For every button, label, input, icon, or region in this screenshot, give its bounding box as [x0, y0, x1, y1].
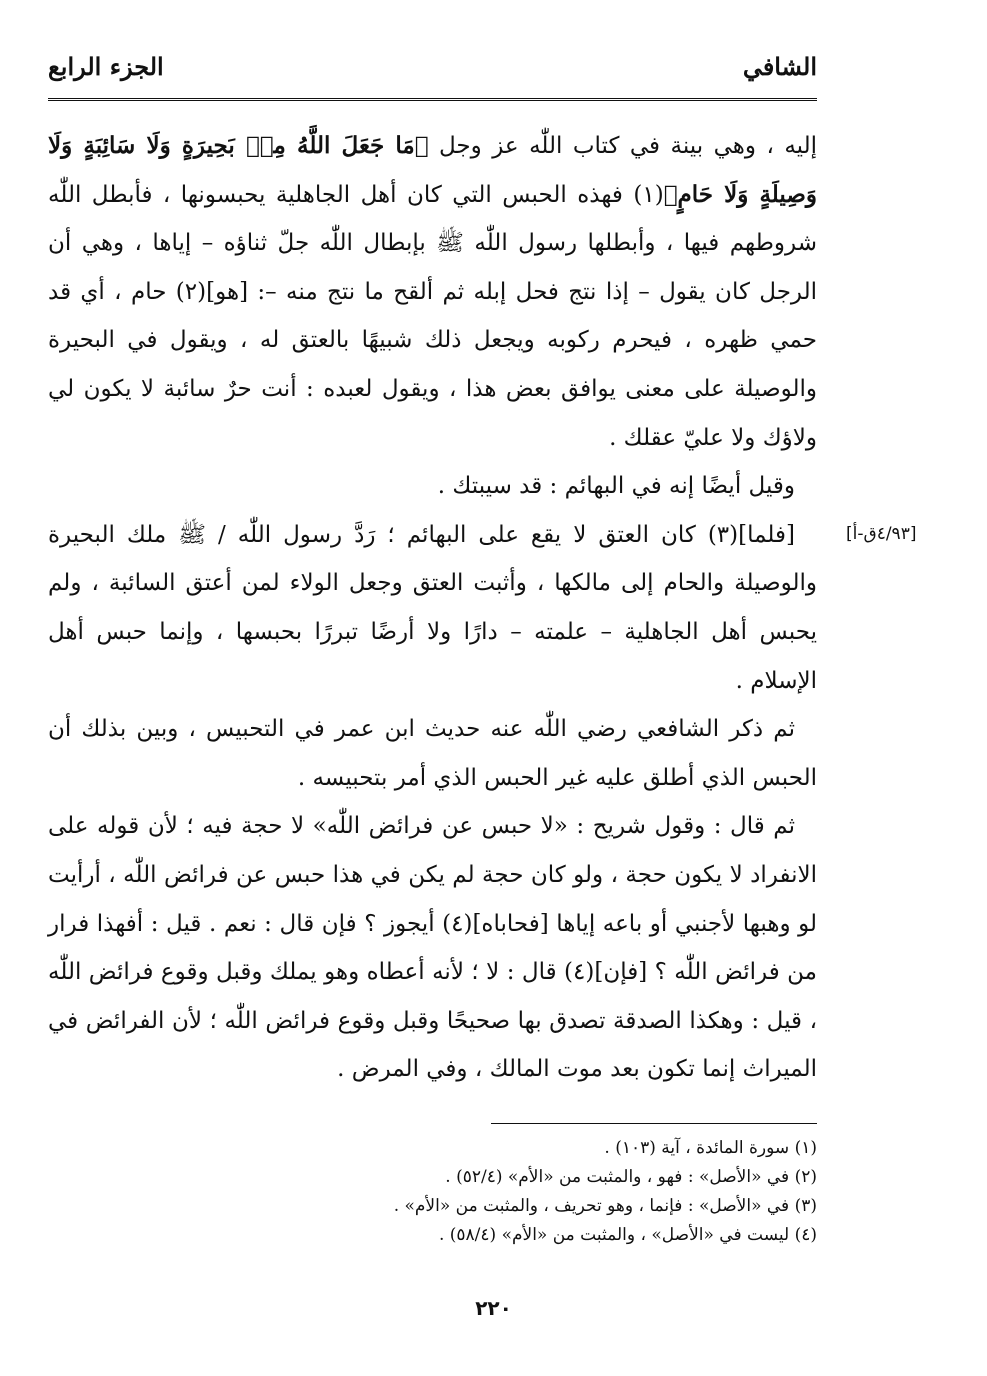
- manuscript-folio-note: [٤/٩٣ق-أ]: [846, 524, 917, 544]
- paragraph-5: ثم قال : وقول شريح : «لا حبس عن فرائض اللّٰه» لا حجة فيه ؛ لأن قوله على الانفراد لا يكون حجة ، ولو كان حجة لم يكن في هذا حبس عن فرائض اللّٰه ، أرأيت لو وهبها لأجنبي أو باعه إياها [فحاباه](٤) أيجوز ؟ فإن قال : نعم . قيل : أفهذا فرار من فرائض اللّٰه ؟ [فإن](٤) قال : لا ؛ لأنه أعطاه وهو يملك وقبل وقوع فرائض اللّٰه ، قيل : وهكذا الصدقة تصدق بها صحيحًا وقبل وقوع فرائض اللّٰه ؛ لأن الفرائض في الميراث إنما تكون بعد موت المالك ، وفي المرض .: [48, 813, 817, 1083]
- paragraph-2: وقيل أيضًا إنه في البهائم : قد سيبتك .: [437, 473, 795, 500]
- footnote: (٢) في «الأصل» : فهو ، والمثبت من «الأم» (٥٢/٤) .: [445, 1167, 817, 1187]
- volume-title: الجزء الرابع: [48, 52, 164, 81]
- footnote: (٣) في «الأصل» : فإنما ، وهو تحريف ، والمثبت من «الأم» .: [393, 1196, 817, 1216]
- footnote: (٤) ليست في «الأصل» ، والمثبت من «الأم» (٥٨/٤) .: [438, 1225, 817, 1245]
- running-header: [48, 52, 817, 102]
- footnotes: [48, 1134, 817, 1250]
- footnote-rule: [491, 1123, 817, 1124]
- footnote: (١) سورة المائدة ، آية (١٠٣) .: [604, 1138, 817, 1158]
- paragraph-1-intro: إليه ، وهي بينة في كتاب اللّٰه عز وجل: [428, 133, 817, 159]
- paragraph-3: [فلما](٣) كان العتق لا يقع على البهائم ؛ رَدَّ رسول اللّٰه / ﷺ ملك البحيرة والوصيلة والحام إلى مالكها ، وأثبت العتق وجعل الولاء لمن أعتق السائبة ، ولم يحبس أهل الجاهلية – علمته – دارًا ولا أرضًا تبررًا بحبسها ، وإنما حبس أهل الإسلام .: [48, 521, 817, 694]
- page-number: ٢٢٠: [475, 1296, 512, 1320]
- paragraph-1: [48, 122, 817, 462]
- paragraph-4: ثم ذكر الشافعي رضي اللّٰه عنه حديث ابن عمر في التحبيس ، وبين بذلك أن الحبس الذي أطلق عليه غير الحبس الذي أمر بتحبيسه .: [48, 716, 817, 791]
- main-text: [48, 122, 817, 1094]
- quran-verse: ﴿مَا جَعَلَ اللَّهُ مِنۢ بَحِيرَةٍ وَلَا سَائِبَةٍ وَلَا وَصِيلَةٍ وَلَا حَامٍ﴾: [48, 132, 817, 208]
- paragraph-1-rest: (١) فهذه الحبس التي كان أهل الجاهلية يحبسونها ، فأبطل اللّٰه شروطهم فيها ، وأبطلها رسول اللّٰه ﷺ بإبطال اللّٰه جلّ ثناؤه – إياها ، وهي أن الرجل كان يقول – إذا نتج فحل إبله ثم ألقح ما نتج منه –: [هو](٢) حام ، أي قد حمي ظهره ، فيحرم ركوبه ويجعل ذلك شبيهًا بالعتق له ، ويقول في البحيرة والوصيلة على معنى يوافق بعض هذا ، ويقول لعبده : أنت حرٌ سائبة لا يكون لي ولاؤك ولا عليّ عقلك .: [48, 181, 817, 451]
- book-title: الشافي: [742, 52, 817, 81]
- header-rule: [48, 98, 817, 101]
